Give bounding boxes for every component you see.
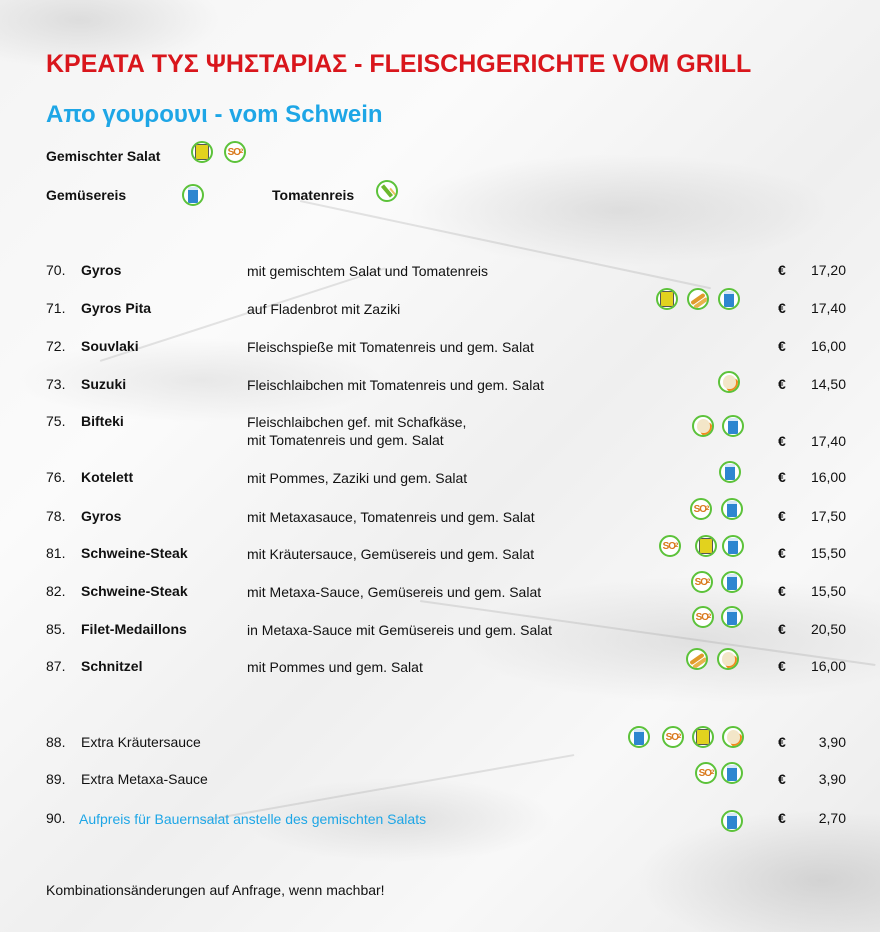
milk-icon [721,498,743,520]
mustard-icon [692,726,714,748]
item-name: Schweine-Steak [81,545,188,561]
item-name: Aufpreis für Bauernsalat anstelle des gemischten Salats [79,811,427,827]
egg-icon [692,415,714,437]
side-label: Gemischter Salat [46,148,161,164]
mustard-icon [191,141,213,163]
item-desc: mit Metaxasauce, Tomatenreis und gem. Salat [247,509,535,525]
item-name: Bifteki [81,413,124,429]
item-desc: mit Kräutersauce, Gemüsereis und gem. Salat [247,546,535,562]
item-price: 16,00 [810,338,846,354]
item-desc: auf Fladenbrot mit Zaziki [247,301,401,317]
milk-icon [628,726,650,748]
side-tomatenreis [272,187,354,203]
item-name: Filet-Medaillons [81,621,187,637]
milk-icon [719,461,741,483]
item-price: 3,90 [818,771,846,787]
item-name: Extra Metaxa-Sauce [81,771,208,787]
item-name: Schnitzel [81,658,143,674]
item-desc: mit gemischtem Salat und Tomatenreis [247,263,488,279]
side-label: Gemüsereis [46,187,127,203]
item-price: 16,00 [810,469,846,485]
so2-icon: SO 2 [662,726,684,748]
item-name: Extra Kräutersauce [81,734,201,750]
footer-note: Kombinationsänderungen auf Anfrage, wenn machbar! [46,882,385,898]
gluten-icon [686,648,708,670]
so2-icon: SO 2 [659,535,681,557]
item-price: 20,50 [810,621,846,637]
milk-icon [722,535,744,557]
milk-icon [721,762,743,784]
side-gemischter-salat [46,148,160,164]
item-price: 14,50 [810,376,846,392]
currency: € [778,771,786,787]
side-gemuesereis [46,187,126,203]
celery-icon [376,180,398,202]
milk-icon [721,606,743,628]
currency: € [778,810,786,826]
item-name: Gyros [81,508,122,524]
item-desc: Fleischspieße mit Tomatenreis und gem. Salat [247,339,534,355]
item-desc: in Metaxa-Sauce mit Gemüsereis und gem. Salat [247,622,553,638]
so2-icon: SO 2 [695,762,717,784]
milk-icon [718,288,740,310]
gluten-icon [687,288,709,310]
currency: € [778,262,786,278]
item-price: 17,40 [810,433,846,449]
currency: € [778,433,786,449]
so2-icon: SO 2 [224,141,246,163]
currency: € [778,734,786,750]
egg-icon [718,371,740,393]
item-name: Suzuki [81,376,127,392]
egg-icon [722,726,744,748]
item-desc: mit Pommes, Zaziki und gem. Salat [247,470,468,486]
item-price: 17,20 [810,262,846,278]
item-desc: mit Pommes und gem. Salat [247,659,423,675]
currency: € [778,583,786,599]
item-price: 16,00 [810,658,846,674]
item-name: Gyros Pita [81,300,152,316]
currency: € [778,545,786,561]
currency: € [778,376,786,392]
item-price: 3,90 [818,734,846,750]
currency: € [778,658,786,674]
mustard-icon [656,288,678,310]
item-name: Gyros [81,262,122,278]
milk-icon [722,415,744,437]
item-name: Kotelett [81,469,134,485]
so2-icon: SO 2 [691,571,713,593]
milk-icon [721,810,743,832]
item-name: Schweine-Steak [81,583,188,599]
currency: € [778,338,786,354]
currency: € [778,621,786,637]
item-desc: Fleischlaibchen gef. mit Schafkäse, mit Tomatenreis und gem. Salat [247,414,467,448]
section-subtitle: Απο γουρουνι - vom Schwein [46,101,383,128]
item-price: 17,50 [810,508,846,524]
currency: € [778,300,786,316]
item-price: 2,70 [818,810,846,826]
item-price: 15,50 [810,545,846,561]
currency: € [778,508,786,524]
milk-icon [721,571,743,593]
milk-icon [182,184,204,206]
item-desc: Fleischlaibchen mit Tomatenreis und gem. Salat [247,377,545,393]
so2-icon: SO 2 [692,606,714,628]
item-desc: mit Metaxa-Sauce, Gemüsereis und gem. Salat [247,584,542,600]
egg-icon [717,648,739,670]
page-title: ΚΡΕΑΤΑ ΤΥΣ ΨΗΣΤΑΡΙΑΣ - FLEISCHGERICHTE VOM GRILL [46,50,752,78]
item-name: Souvlaki [81,338,139,354]
so2-icon: SO 2 [690,498,712,520]
item-price: 17,40 [810,300,846,316]
side-label: Tomatenreis [272,187,355,203]
item-price: 15,50 [810,583,846,599]
currency: € [778,469,786,485]
mustard-icon [695,535,717,557]
